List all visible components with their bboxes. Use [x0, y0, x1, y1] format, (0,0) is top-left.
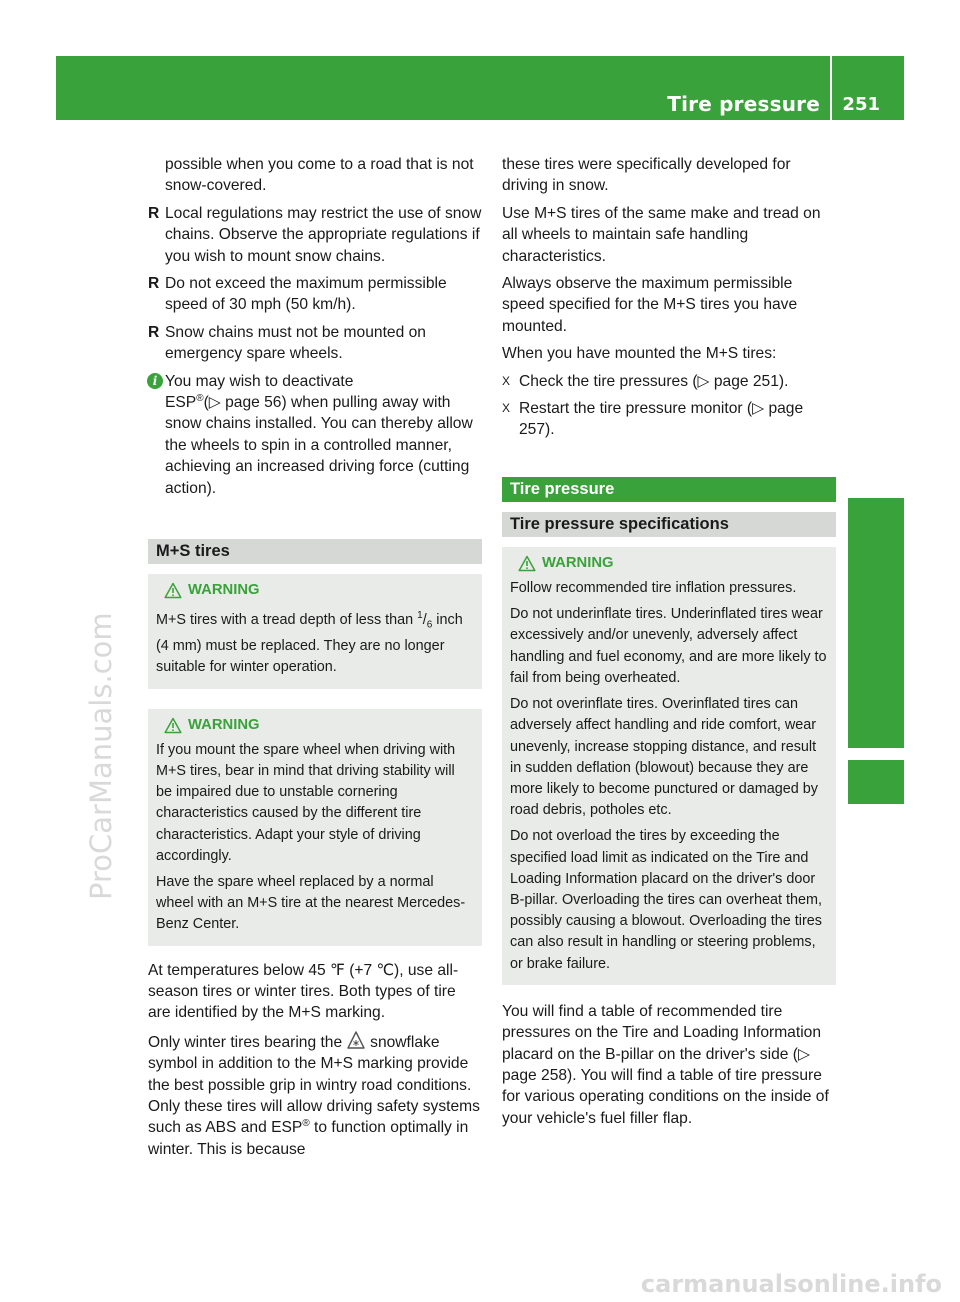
fraction-slash: /	[422, 612, 427, 629]
section-title-ms-tires: M+S tires	[148, 539, 482, 564]
registered-mark: ®	[302, 1118, 310, 1130]
side-tab-chapter	[848, 498, 904, 748]
warning-text: Follow recommended tire inflation pressures.	[510, 580, 797, 597]
warning-title: WARNING	[542, 554, 614, 571]
fraction-numerator: 1	[417, 610, 423, 622]
warning-text: Do not overload the tires by exceeding the specified load limit as indicated on the Tire and Loading Information placard on the driver's door B-pillar. Overloading the tires can overheat them, possibly causing a blowout. Overloading the tires can also result in handling or steering problems, or brake failure.	[510, 828, 822, 972]
body-paragraph: Use M+S tires of the same make and tread on all wheels to maintain safe handling characteristics.	[502, 204, 821, 265]
info-line-1: You may wish to deactivate	[165, 372, 354, 390]
list-item-text: Local regulations may restrict the use of snow chains. Observe the appropriate regulations if you wish to mount snow chains.	[165, 204, 482, 265]
step-text: Restart the tire pressure monitor (▷ page 257).	[519, 400, 804, 439]
section-title-tire-pressure-specs: Tire pressure specifications	[502, 512, 836, 537]
watermark-bottom: carmanualsonline.info	[640, 1270, 942, 1298]
section-title-tire-pressure: Tire pressure	[502, 477, 836, 502]
warning-box	[148, 574, 482, 688]
warning-header	[164, 580, 474, 601]
list-item	[148, 322, 482, 365]
step-arrow-icon: X	[502, 401, 511, 416]
warning-box	[502, 547, 836, 985]
warning-text: M+S tires with a tread depth of less than $^1/_6$ inch (4 mm) must be replaced. They are no longer suitable for winter operation.	[156, 610, 463, 676]
list-item	[148, 203, 482, 267]
warning-triangle-icon	[164, 582, 182, 599]
list-item	[148, 273, 482, 316]
fraction-denominator: 6	[426, 619, 433, 631]
bullet-icon: R	[148, 323, 160, 341]
bullet-icon: R	[148, 204, 160, 222]
bullet-icon: R	[148, 275, 160, 293]
warning-triangle-icon	[518, 555, 536, 572]
list-item-text: Do not exceed the maximum permissible speed of 30 mph (50 km/h).	[165, 275, 447, 314]
registered-mark: ®	[196, 392, 204, 404]
body-paragraph: these tires were specifically developed for driving in snow.	[502, 156, 791, 195]
header-divider	[830, 56, 832, 120]
warning-title: WARNING	[188, 582, 260, 599]
warning-text: If you mount the spare wheel when driving with M+S tires, bear in mind that driving stability will be impaired due to unstable cornering characteristics caused by the different tire characteristics. Adapt your style of driving accordingly.	[156, 741, 456, 864]
esp-label: ESP	[165, 394, 197, 412]
info-icon: i	[147, 373, 163, 389]
right-column	[502, 154, 836, 1135]
body-paragraph: You will find a table of recommended tire pressures on the Tire and Loading Information placard on the B-pillar on the driver's side (▷ page 258). You will find a table of tire pressure for various operating conditions on the inside of your vehicle's fuel filler flap.	[502, 1002, 829, 1127]
body-paragraph: At temperatures below 45 ℉ (+7 ℃), use all-season tires or winter tires. Both types of tire are identified by the M+S marking.	[148, 961, 459, 1022]
step-text: Check the tire pressures (▷ page 251).	[519, 372, 789, 390]
page-ref-link[interactable]: (▷ page 56)	[203, 394, 287, 412]
step-arrow-icon: X	[502, 373, 511, 388]
header-title: Tire pressure	[667, 92, 820, 116]
page-number: 251	[842, 94, 880, 115]
side-tab-label: Wheels and tires	[8, 535, 33, 744]
warning-box	[148, 709, 482, 946]
continued-text: possible when you come to a road that is not snow-covered.	[165, 156, 474, 195]
body-paragraph: When you have mounted the M+S tires:	[502, 345, 777, 363]
snowflake-mountain-icon	[346, 1030, 366, 1050]
warning-triangle-icon	[164, 717, 182, 734]
watermark-left: ProCarManuals.com	[84, 612, 118, 900]
warning-text: Do not underinflate tires. Underinflated tires wear excessively and/or unevenly, adversely affect handling and fuel economy, and are more likely to fail from being overheated.	[510, 606, 827, 686]
body-paragraph: Always observe the maximum permissible speed specified for the M+S tires you have mounted.	[502, 275, 798, 335]
warning-title: WARNING	[188, 716, 260, 733]
body-paragraph: Only winter tires bearing the snowflake symbol in addition to the M+S marking provide the best possible grip in wintry road conditions. Only these tires will allow driving safety systems such as ABS and ESP® to function optimally in winter. This is because	[148, 1030, 482, 1160]
step-item	[502, 398, 836, 441]
page-header	[56, 56, 904, 120]
warning-text: Have the spare wheel replaced by a normal wheel with an M+S tire at the nearest Mercedes-Benz Center.	[156, 874, 466, 933]
warning-header	[518, 553, 828, 574]
warning-header	[164, 715, 474, 736]
left-column	[148, 154, 482, 1166]
side-tab-marker	[848, 760, 904, 804]
step-item	[502, 371, 836, 392]
info-note	[148, 371, 482, 499]
warning-text: Do not overinflate tires. Overinflated tires can adversely affect handling and ride comfort, wear unevenly, increase stopping distance, and result in sudden deflation (blowout) because they are more likely to become punctured or damaged by road debris, potholes etc.	[510, 696, 818, 819]
info-text: when pulling away with snow chains installed. You can thereby allow the wheels to spin in a controlled manner, achieving an increased driving force (cutting action).	[165, 394, 473, 497]
list-item-text: Snow chains must not be mounted on emergency spare wheels.	[165, 323, 426, 363]
